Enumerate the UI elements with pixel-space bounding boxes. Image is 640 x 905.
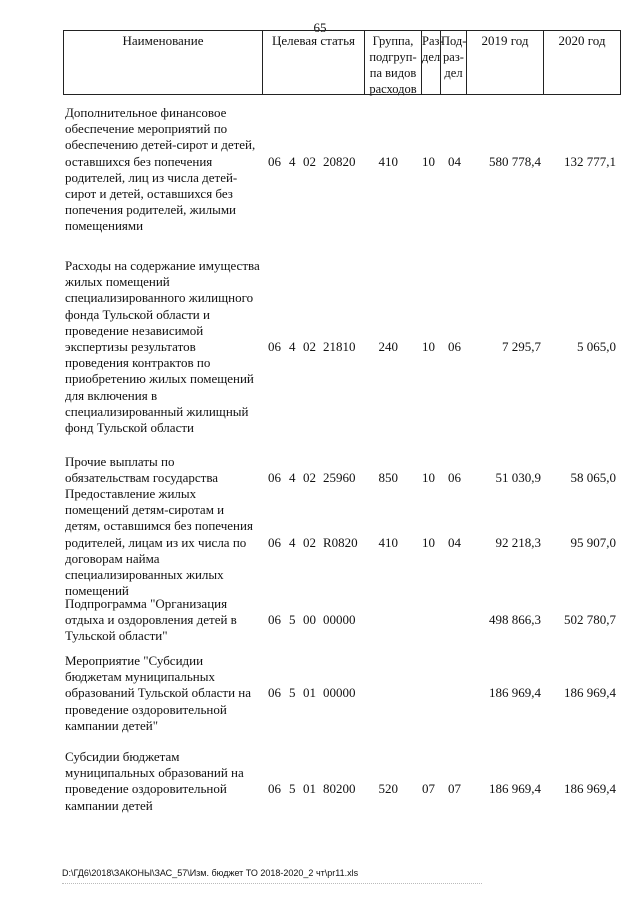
expense-group: 410 [378,154,398,169]
amount-2019: 498 866,3 [489,612,541,627]
code-program: 06 [268,339,281,354]
amount-2019: 186 969,4 [489,685,541,700]
code-direction: 80200 [323,781,356,796]
code-direction: 00000 [323,685,356,700]
code-subprogram: 4 [289,339,296,354]
section-code: 10 [422,339,435,354]
code-program: 06 [268,612,281,627]
header-2020: 2020 год [558,33,606,48]
code-subprogram: 4 [289,535,296,550]
code-main-event: 02 [303,470,316,485]
expense-group: 240 [378,339,398,354]
code-program: 06 [268,685,281,700]
row-name: Субсидии бюджетам муниципальных образований на проведение оздоровительной кампании детей [65,749,244,813]
amount-2019: 580 778,4 [489,154,541,169]
file-path-footer: D:\ГД6\2018\ЗАКОНЫ\ЗАС_57\Изм. бюджет ТО 2018-2020_2 чт\pr11.xls [62,868,359,878]
code-program: 06 [268,535,281,550]
code-program: 06 [268,470,281,485]
amount-2020: 502 780,7 [564,612,616,627]
amount-2020: 58 065,0 [570,470,616,485]
row-name: Прочие выплаты по обязательствам государства [65,454,219,486]
table-header [63,30,621,95]
amount-2019: 51 030,9 [495,470,541,485]
amount-2020: 186 969,4 [564,685,616,700]
row-name: Подпрограмма "Организация отдыха и оздоровления детей в Тульской области" [65,596,237,644]
code-direction: 21810 [323,339,356,354]
row-name: Расходы на содержание имущества жилых помещений специализированного жилищного фонда Тульской области и проведение независимой экспертизы результатов проведения контрактов по приобретению жилых помещений для включения в специализированный жилищный фонд Тульской области [65,258,260,436]
subsection-code: 06 [448,470,461,485]
header-name: Наименование [64,31,263,94]
code-main-event: 02 [303,154,316,169]
row-name: Мероприятие "Субсидии бюджетам муниципальных образований Тульской области на проведение оздоровительной кампании детей" [65,653,252,733]
code-main-event: 02 [303,535,316,550]
subsection-code: 04 [448,154,461,169]
code-main-event: 01 [303,781,316,796]
subsection-code: 07 [448,781,461,796]
header-group: Группа, подгруп- па видов расходов [365,31,422,94]
section-code: 10 [422,154,435,169]
header-2019: 2019 год [467,31,544,94]
amount-2020: 95 907,0 [570,535,616,550]
amount-2019: 186 969,4 [489,781,541,796]
subsection-code: 06 [448,339,461,354]
amount-2019: 7 295,7 [502,339,541,354]
header-subsection: Под- раз- дел [441,31,467,94]
section-code: 07 [422,781,435,796]
amount-2020: 186 969,4 [564,781,616,796]
code-subprogram: 5 [289,685,296,700]
code-program: 06 [268,154,281,169]
code-main-event: 02 [303,339,316,354]
amount-2019: 92 218,3 [495,535,541,550]
code-main-event: 01 [303,685,316,700]
page-number: 65 [313,20,327,35]
amount-2020: 5 065,0 [577,339,616,354]
code-subprogram: 5 [289,612,296,627]
expense-group: 850 [378,470,398,485]
subsection-code: 04 [448,535,461,550]
expense-group: 410 [378,535,398,550]
code-subprogram: 5 [289,781,296,796]
row-name: Дополнительное финансовое обеспечение мероприятий по обеспечению детей-сирот и детей, оставшихся без попечения родителей, лиц из числа детей- сирот и детей, оставшихся без попечения родителей, жилыми помещениями [65,105,256,234]
code-program: 06 [268,781,281,796]
code-main-event: 00 [303,612,316,627]
footer-dotted-line [62,883,482,884]
header-target: Целевая статья [263,31,365,94]
section-code: 10 [422,535,435,550]
code-direction: 00000 [323,612,356,627]
header-section: Раз- дел [422,31,441,94]
code-direction: R0820 [323,535,358,550]
code-subprogram: 4 [289,470,296,485]
code-direction: 20820 [323,154,356,169]
code-direction: 25960 [323,470,356,485]
section-code: 10 [422,470,435,485]
amount-2020: 132 777,1 [564,154,616,169]
row-name: Предоставление жилых помещений детям-сиротам и детям, оставшимся без попечения родителей, лицам из их числа по договорам найма специализированных жилых помещений [65,486,253,599]
expense-group: 520 [378,781,398,796]
code-subprogram: 4 [289,154,296,169]
